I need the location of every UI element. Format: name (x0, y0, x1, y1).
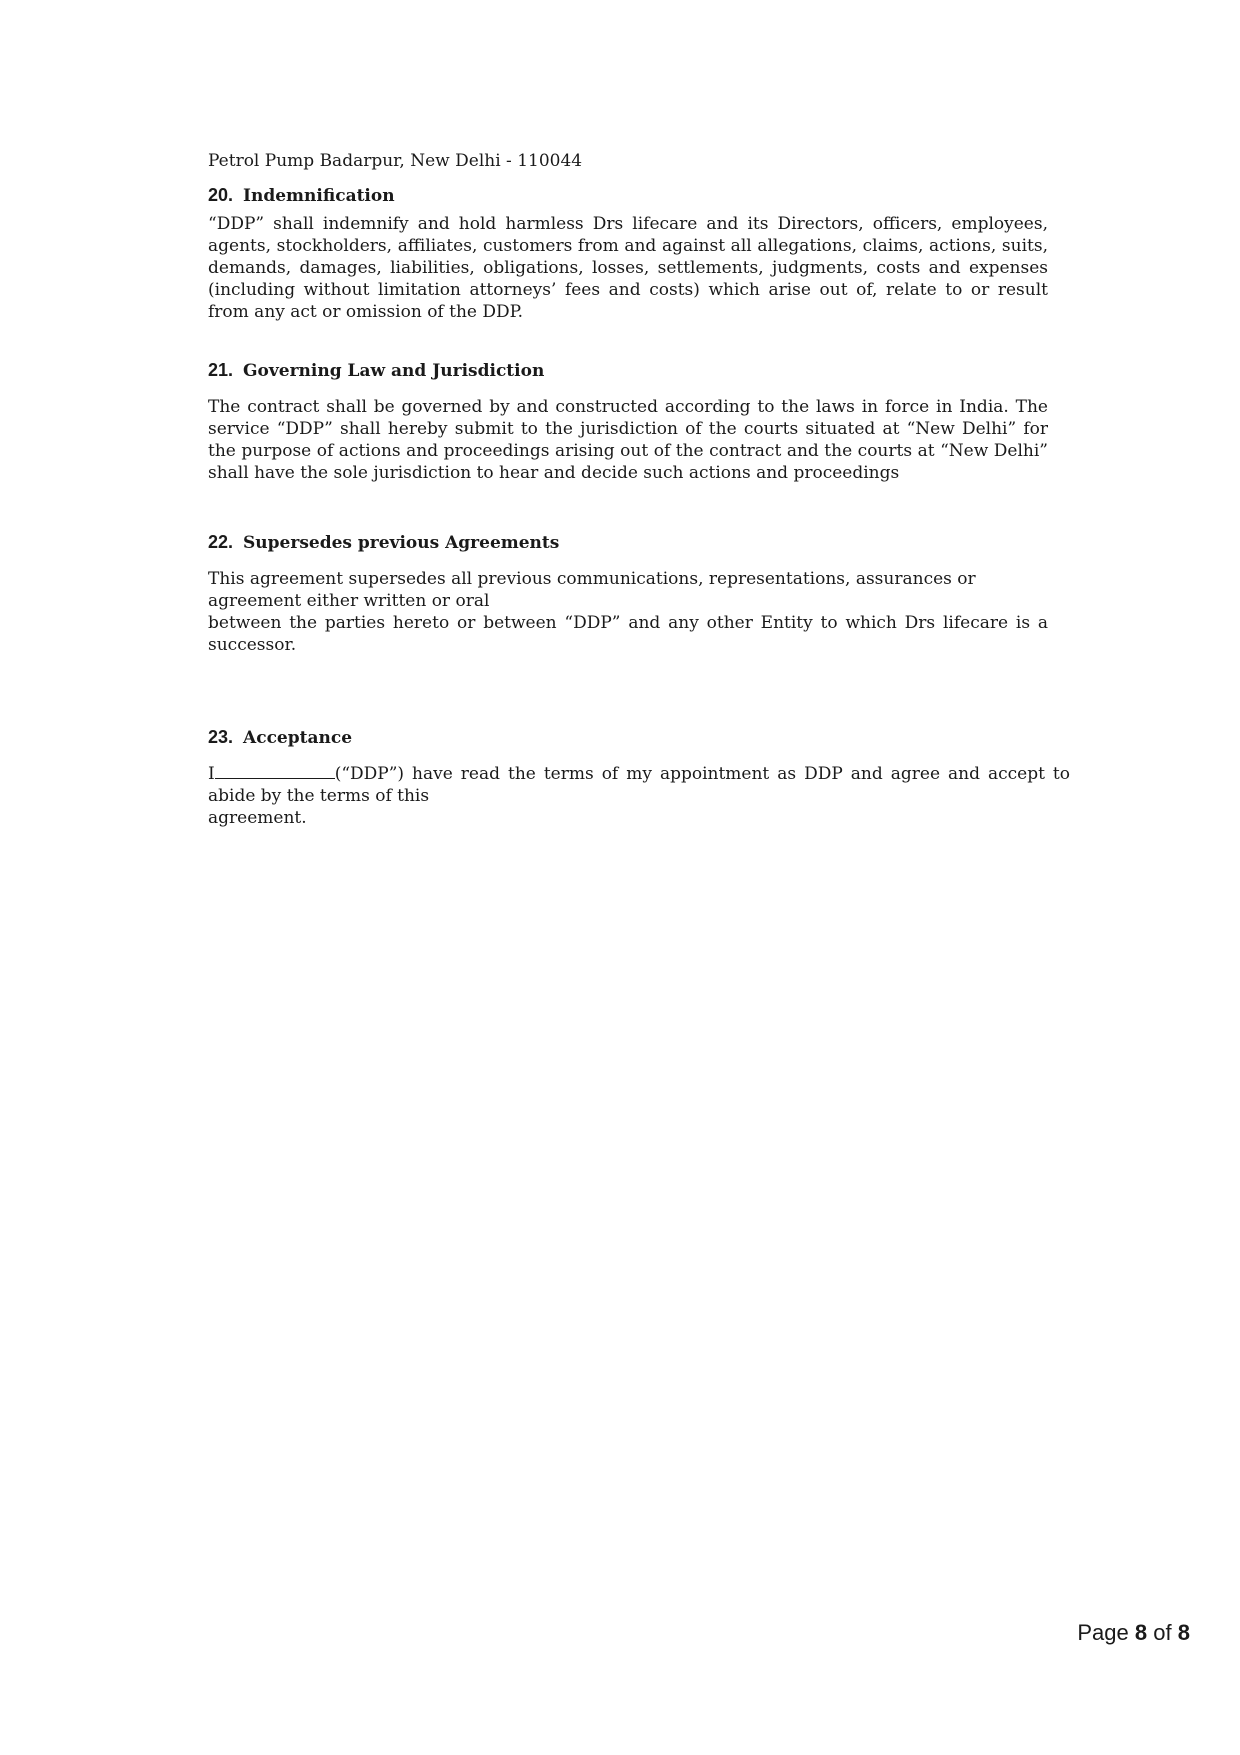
section-number: 20. (208, 185, 234, 205)
section-title: Indemnification (243, 186, 395, 206)
section-paragraph: The contract shall be governed by and constructed according to the laws in force in India. The service “DDP” shall hereby submit to the jurisdiction of the courts situated at “New Delhi” for the purpose of actions and proceedings arising out of the contract and the courts at “New Delhi” shall have the sole jurisdiction to hear and decide such actions and proceedings (208, 397, 1048, 483)
acceptance-prefix: I (208, 764, 215, 784)
section-number: 21. (208, 360, 234, 380)
section-number: 23. (208, 727, 234, 747)
section-title: Acceptance (243, 728, 353, 748)
acceptance-end: agreement. (208, 808, 307, 828)
section-heading (208, 184, 1048, 207)
address-line: Petrol Pump Badarpur, New Delhi - 110044 (208, 151, 583, 171)
acceptance-statement (208, 763, 1070, 807)
section-acceptance (208, 726, 1070, 829)
section-supersedes (208, 531, 1048, 656)
section-number: 22. (208, 532, 234, 552)
page-number-footer (1077, 1620, 1190, 1646)
current-page-number: 8 (1134, 1620, 1148, 1645)
page-content (208, 150, 1070, 829)
page-label: Page (1077, 1620, 1129, 1645)
section-heading (208, 531, 1048, 554)
section-paragraph: “DDP” shall indemnify and hold harmless Drs lifecare and its Directors, officers, employees, agents, stockholders, affiliates, customers from and against all allegations, claims, actions, suits, demands, damages, liabilities, obligations, losses, settlements, judgments, costs and expenses (including without limitation attorneys’ fees and costs) which arise out of, relate to or result from any act or omission of the DDP. (208, 214, 1048, 322)
acceptance-text: (“DDP”) have read the terms of my appointment as DDP and agree and accept to abide by the terms of this (208, 764, 1070, 806)
section-heading (208, 726, 1048, 749)
section-title: Governing Law and Jurisdiction (243, 361, 545, 381)
section-heading (208, 359, 1048, 382)
section-paragraph: between the parties hereto or between “DDP” and any other Entity to which Drs lifecare is a successor. (208, 613, 1048, 655)
section-paragraph: This agreement supersedes all previous communications, representations, assurances or agreement either written or oral (208, 569, 976, 611)
name-blank-field[interactable] (215, 764, 335, 779)
section-indemnification (208, 184, 1048, 323)
section-governing-law (208, 359, 1048, 484)
total-pages-number: 8 (1177, 1620, 1190, 1645)
section-title: Supersedes previous Agreements (243, 533, 560, 553)
of-label: of (1153, 1620, 1172, 1645)
